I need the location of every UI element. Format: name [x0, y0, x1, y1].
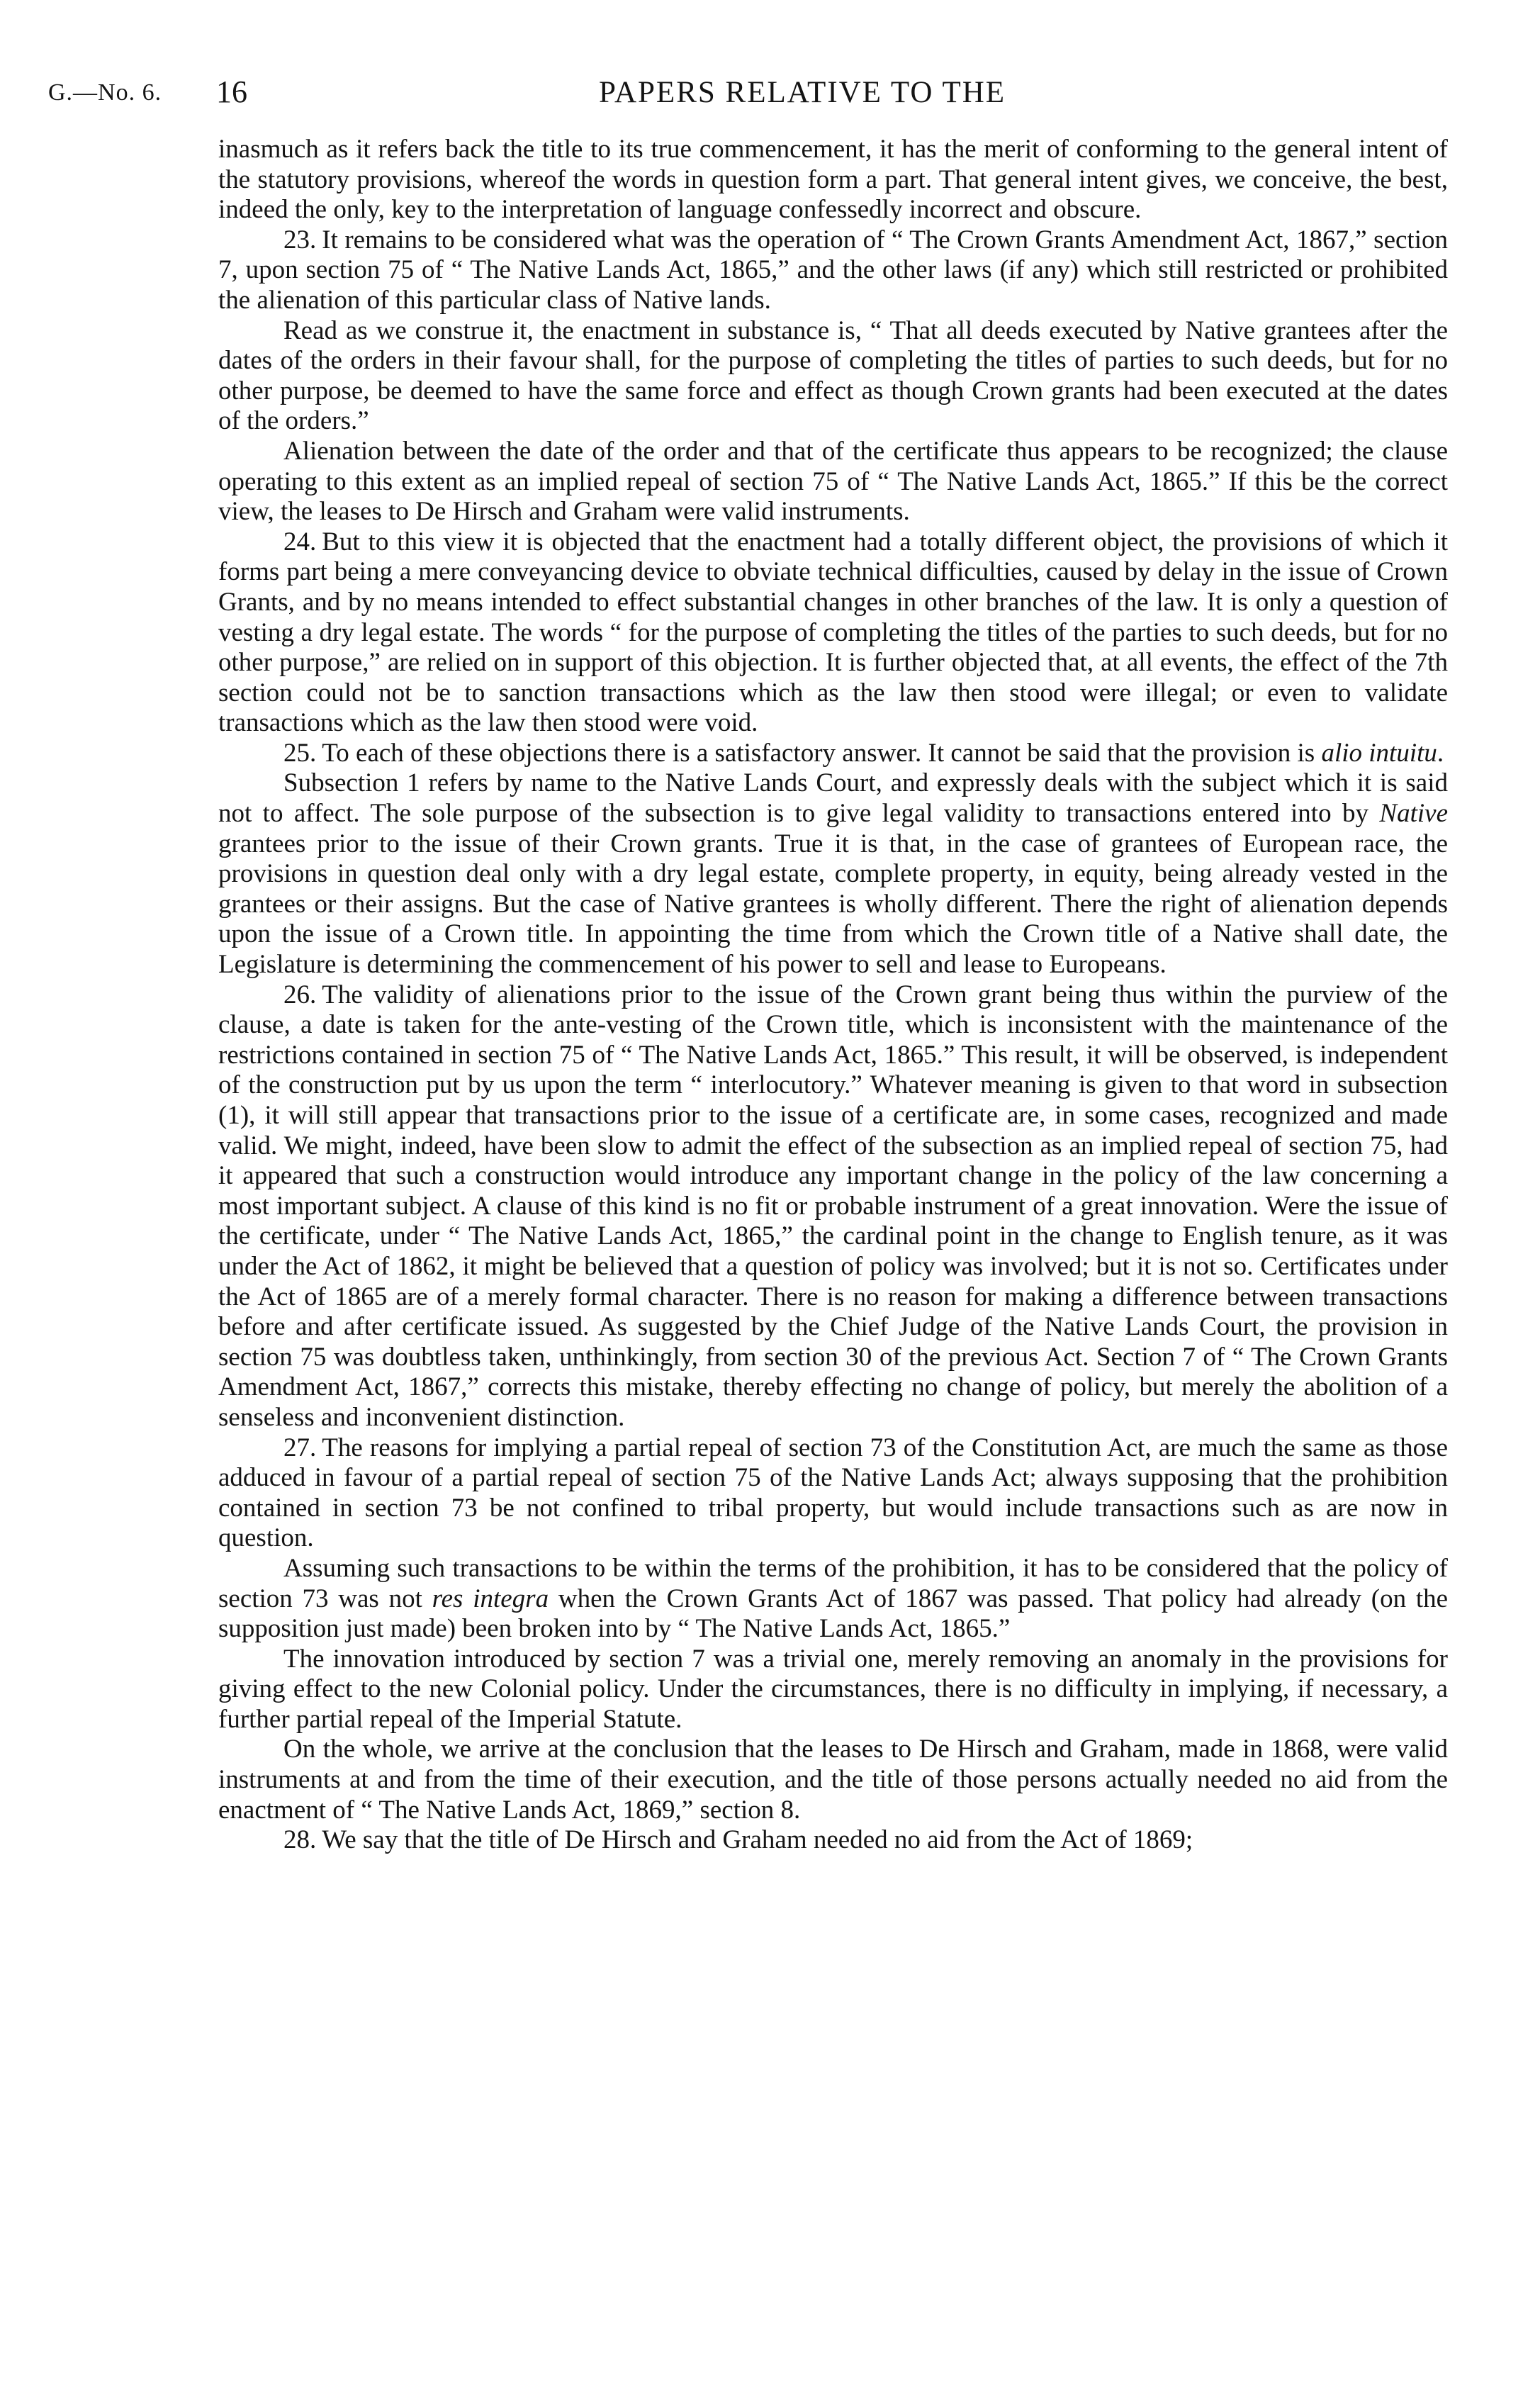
- paragraph-text: Assuming such transactions to be within the terms of the prohibition, it has to be considered that the policy of section 73 was not: [218, 1553, 1448, 1613]
- paragraph-28: [218, 1825, 1448, 1856]
- paragraph-27: [218, 1433, 1448, 1554]
- paragraph-number: 25.: [283, 738, 317, 768]
- paragraph-text: On the whole, we arrive at the conclusion that the leases to De Hirsch and Graham, made in 1868, were valid instruments at and from the time of their execution, and the title of those persons actually needed no aid from the enactment of “ The Native Lands Act, 1869,” section 8.: [218, 1735, 1448, 1825]
- running-title: PAPERS RELATIVE TO THE: [599, 76, 1006, 109]
- paragraph-text: grantees prior to the issue of their Crown grants. True it is that, in the case of grantees of European race, the provisions in question deal only with a dry legal estate, complete property, in equity, being already vested in the grantees or their assigns. But the case of Native grantees is wholly different. There the right of alienation depends upon the issue of a Crown title. In appointing the time from which the Crown title of a Native shall date, the Legislature is determining the commencement of his power to sell and lease to Europeans.: [218, 829, 1448, 980]
- paragraph-text: Subsection 1 refers by name to the Native Lands Court, and expressly deals with the subject which it is said not to affect. The sole purpose of the subsection is to give legal validity to transactions entered into by: [218, 768, 1448, 829]
- paragraph: [218, 1735, 1448, 1825]
- document-reference: G.—No. 6.: [48, 79, 162, 106]
- paragraph-text: Read as we construe it, the enactment in substance is, “ That all deeds executed by Native grantees after the dates of the orders in their favour shall, for the purpose of completing the titles of parties to such deeds, but for no other purpose, be deemed to have the same force and effect as though Crown grants had been executed at the dates of the orders.”: [218, 315, 1448, 436]
- italic-phrase: Native: [1379, 799, 1448, 829]
- paragraph: [218, 316, 1448, 437]
- italic-phrase: res integra: [432, 1584, 549, 1613]
- paragraph: [218, 1554, 1448, 1645]
- paragraph-text: inasmuch as it refers back the title to its true commencement, it has the merit of conforming to the general intent of the statutory provisions, whereof the words in question form a part. That general intent gives, we conceive, the best, indeed the only, key to the interpretation of language confessedly incorrect and obscure.: [218, 135, 1448, 225]
- paragraph-text: Alienation between the date of the order and that of the certificate thus appears to be recognized; the clause operating to this extent as an implied repeal of section 75 of “ The Native Lands Act, 1865.” If this be the correct view, the leases to De Hirsch and Graham were valid instruments.: [218, 436, 1448, 527]
- paragraph-continuation: [218, 135, 1448, 225]
- paragraph-24: [218, 527, 1448, 739]
- paragraph-text: The reasons for implying a partial repeal of section 73 of the Constitution Act, are much the same as those adduced in favour of a partial repeal of section 75 of the Native Lands Act; always supposing that the prohibition contained in section 73 be not confined to tribal property, but would include transactions such as are now in question.: [218, 1433, 1448, 1553]
- paragraph-text: The validity of alienations prior to the issue of the Crown grant being thus within the purview of the clause, a date is taken for the ante-vesting of the Crown title, which is inconsistent with the maintenance of the restrictions contained in section 75 of “ The Native Lands Act, 1865.” This result, it will be observed, is independent of the construction put by us upon the term “ interlocutory.” Whatever meaning is given to that word in subsection (1), it will still appear that transactions prior to the issue of a certificate are, in some cases, recognized and made valid. We might, indeed, have been slow to admit the effect of the subsection as an implied repeal of section 75, had it appeared that such a construction would introduce any important change in the policy of the law concerning a most important subject. A clause of this kind is no fit or probable instrument of a great innovation. Were the issue of the certificate, under “ The Native Lands Act, 1865,” the cardinal point in the change to English tenure, as it was under the Act of 1862, it might be believed that a question of policy was involved; but it is not so. Certificates under the Act of 1865 are of a merely formal character. There is no reason for making a difference between transactions before and after certificate issued. As suggested by the Chief Judge of the Native Lands Court, the provision in section 75 was doubtless taken, unthinkingly, from section 30 of the previous Act. Section 7 of “ The Crown Grants Amendment Act, 1867,” corrects this mistake, thereby effecting no change of policy, but merely the abolition of a senseless and inconvenient distinction.: [218, 980, 1448, 1432]
- paragraph-number: 27.: [283, 1433, 317, 1462]
- paragraph: [218, 768, 1448, 980]
- paragraph-number: 28.: [283, 1825, 317, 1855]
- body-text: [218, 135, 1448, 1856]
- page-header: [43, 69, 1497, 112]
- paragraph-25: [218, 739, 1448, 769]
- paragraph-26: [218, 980, 1448, 1433]
- paragraph-number: 23.: [283, 225, 317, 254]
- paragraph-number: 26.: [283, 980, 317, 1009]
- paragraph-number: 24.: [283, 527, 317, 556]
- paragraph-text: when the Crown Grants Act of 1867 was passed. That policy had already (on the supposition just made) been broken into by “ The Native Lands Act, 1865.”: [218, 1584, 1449, 1644]
- paragraph: [218, 437, 1448, 527]
- paragraph-text: The innovation introduced by section 7 was a trivial one, merely removing an anomaly in the provisions for giving effect to the new Colonial policy. Under the circumstances, there is no difficulty in implying, if necessary, a further partial repeal of the Imperial Statute.: [218, 1644, 1448, 1734]
- paragraph-text: To each of these objections there is a satisfactory answer. It cannot be said that the provision is: [322, 738, 1315, 768]
- page-number: 16: [216, 74, 247, 109]
- paragraph-23: [218, 225, 1448, 316]
- paragraph-text: It remains to be considered what was the operation of “ The Crown Grants Amendment Act, 1867,” section 7, upon section 75 of “ The Native Lands Act, 1865,” and the other laws (if any) which still restricted or prohibited the alienation of this particular class of Native lands.: [218, 225, 1448, 315]
- italic-phrase: alio intuitu: [1321, 738, 1437, 768]
- paragraph-tail: .: [1437, 738, 1444, 768]
- paragraph-text: We say that the title of De Hirsch and Graham needed no aid from the Act of 1869;: [322, 1825, 1193, 1855]
- paragraph: [218, 1645, 1448, 1735]
- paragraph-text: But to this view it is objected that the enactment had a totally different object, the provisions of which it forms part being a mere conveyancing device to obviate technical difficulties, caused by delay in the issue of Crown Grants, and by no means intended to effect substantial changes in other branches of the law. It is only a question of vesting a dry legal estate. The words “ for the purpose of completing the titles of the parties to such deeds, but for no other purpose,” are relied on in support of this objection. It is further objected that, at all events, the effect of the 7th section could not be to sanction transactions which as the law then stood were illegal; or even to validate transactions which as the law then stood were void.: [218, 527, 1448, 738]
